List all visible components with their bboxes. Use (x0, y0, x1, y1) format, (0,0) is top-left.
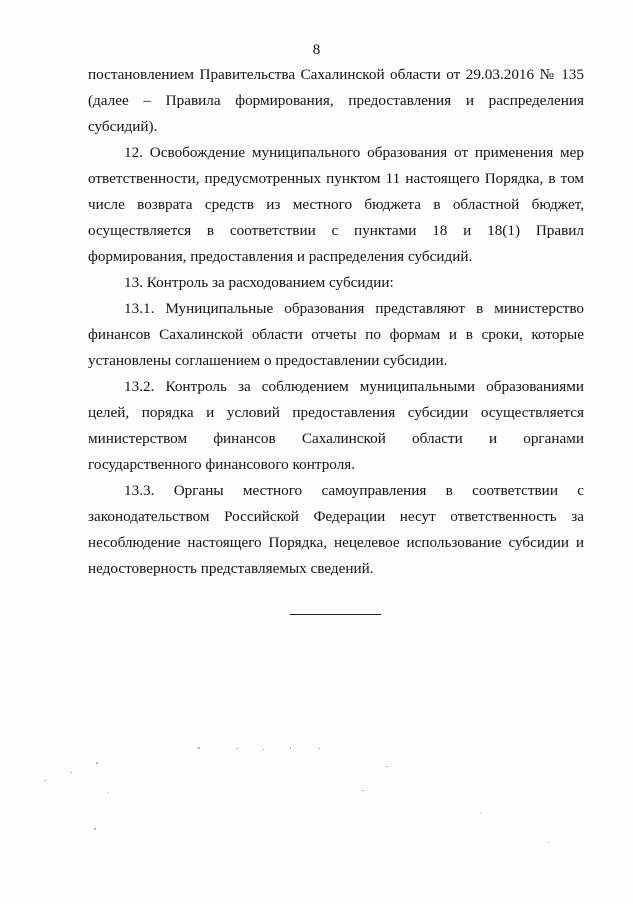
paragraph-item-13-3: 13.3. Органы местного самоуправления в соответствии с законодательством Российской Федерации несут ответственность за несоблюдение настоящего Порядка, нецелевое использование субсидии и недостоверность представляемых сведений. (88, 482, 584, 577)
scan-speck (44, 780, 46, 781)
paragraph-item-13-2: 13.2. Контроль за соблюдением муниципальными образованиями целей, порядка и условий предоставления субсидии осуществляется министерством финансов Сахалинской области и органами государственного финансового контроля. (88, 378, 584, 473)
paragraph-item-12: 12. Освобождение муниципального образования от применения мер ответственности, предусмотренных пунктом 11 настоящего Порядка, в том числе возврата средств из местного бюджета в областной бюджет, осуществляется в соответствии с пунктами 18 и 18(1) Правил формирования, предоставления и распределения субсидий. (88, 144, 584, 265)
scan-speck (548, 842, 549, 843)
page-number: 8 (312, 42, 321, 58)
scan-speck (362, 790, 364, 791)
scan-speck (386, 766, 388, 767)
scan-speck (290, 747, 291, 749)
paragraph-item-13-1: 13.1. Муниципальные образования представляют в министерство финансов Сахалинской области отчеты по формам и в сроки, которые установлены соглашением о предоставлении субсидии. (88, 300, 584, 369)
scan-speck (94, 828, 96, 830)
paragraph-item-13: 13. Контроль за расходованием субсидии: (124, 274, 394, 291)
end-separator-line (290, 614, 381, 615)
paragraph-continuation: постановлением Правительства Сахалинской области от 29.03.2016 № 135 (далее – Правила формирования, предоставления и распределения субсидий). (88, 66, 584, 135)
scan-speck (70, 772, 72, 773)
document-body (88, 62, 584, 582)
scan-speck (262, 749, 264, 750)
scan-speck (480, 812, 481, 813)
scan-speck (236, 748, 238, 749)
scan-speck (96, 762, 98, 764)
scan-speck (198, 747, 200, 749)
scan-speck (108, 792, 109, 793)
scan-speck (318, 748, 320, 749)
